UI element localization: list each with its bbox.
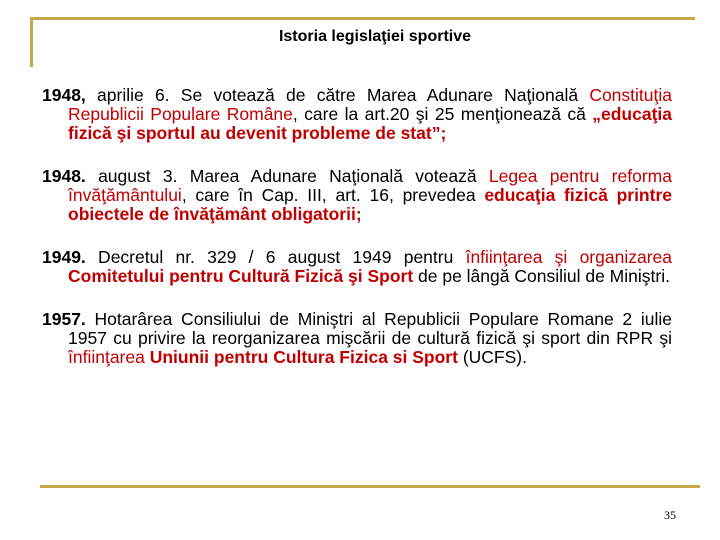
text-run: înfiinţarea (68, 347, 145, 367)
text-run: (UCFS). (457, 347, 527, 367)
text-run: 1957. (42, 309, 86, 329)
paragraph-1948-august (42, 167, 672, 224)
paragraph-1948-april (42, 86, 672, 143)
text-run: 1949. (42, 247, 86, 267)
text-run: Constituţia Republicii Populare Române (68, 85, 672, 124)
text-run: 1948. (42, 166, 86, 186)
frame-bottom-line (40, 485, 700, 488)
content-area (42, 86, 672, 391)
text-run: 1948, (42, 85, 86, 105)
paragraph-1949 (42, 248, 672, 286)
text-run: înfiinţarea şi organizarea (465, 247, 672, 267)
text-run: Hotarârea Consiliului de Miniştri al Republicii Populare Romane 2 iulie 1957 cu privire la reorganizarea mişcării de cultură fizică şi sport din RPR şi (68, 309, 672, 348)
text-run: , care în Cap. III, art. 16, prevedea (181, 185, 485, 205)
text-run: aprilie 6. Se votează de către Marea Adunare Naţională (85, 85, 590, 105)
text-run: de pe lângă Consiliul de Miniştri. (413, 266, 670, 286)
frame-top-line (30, 17, 695, 20)
page-number: 35 (664, 508, 676, 522)
slide-title: Istoria legislaţiei sportive (278, 28, 472, 45)
paragraph-1957 (42, 310, 672, 367)
text-run: „educaţia fizică şi sportul au devenit probleme de stat”; (68, 104, 672, 143)
text-run: Legea pentru reforma învăţământului (68, 166, 672, 205)
text-run: Decretul nr. 329 / 6 august 1949 pentru (85, 247, 466, 267)
text-run: august 3. Marea Adunare Naţională votează (85, 166, 489, 186)
text-run: Uniunii pentru Cultura Fizica si Sport (149, 347, 458, 367)
text-run: educaţia fizică printre obiectele de învăţământ obligatorii; (68, 185, 672, 224)
text-run: Comitetului pentru Cultură Fizică şi Sport (68, 266, 414, 286)
text-run: , care la art.20 şi 25 menţionează că (292, 104, 593, 124)
